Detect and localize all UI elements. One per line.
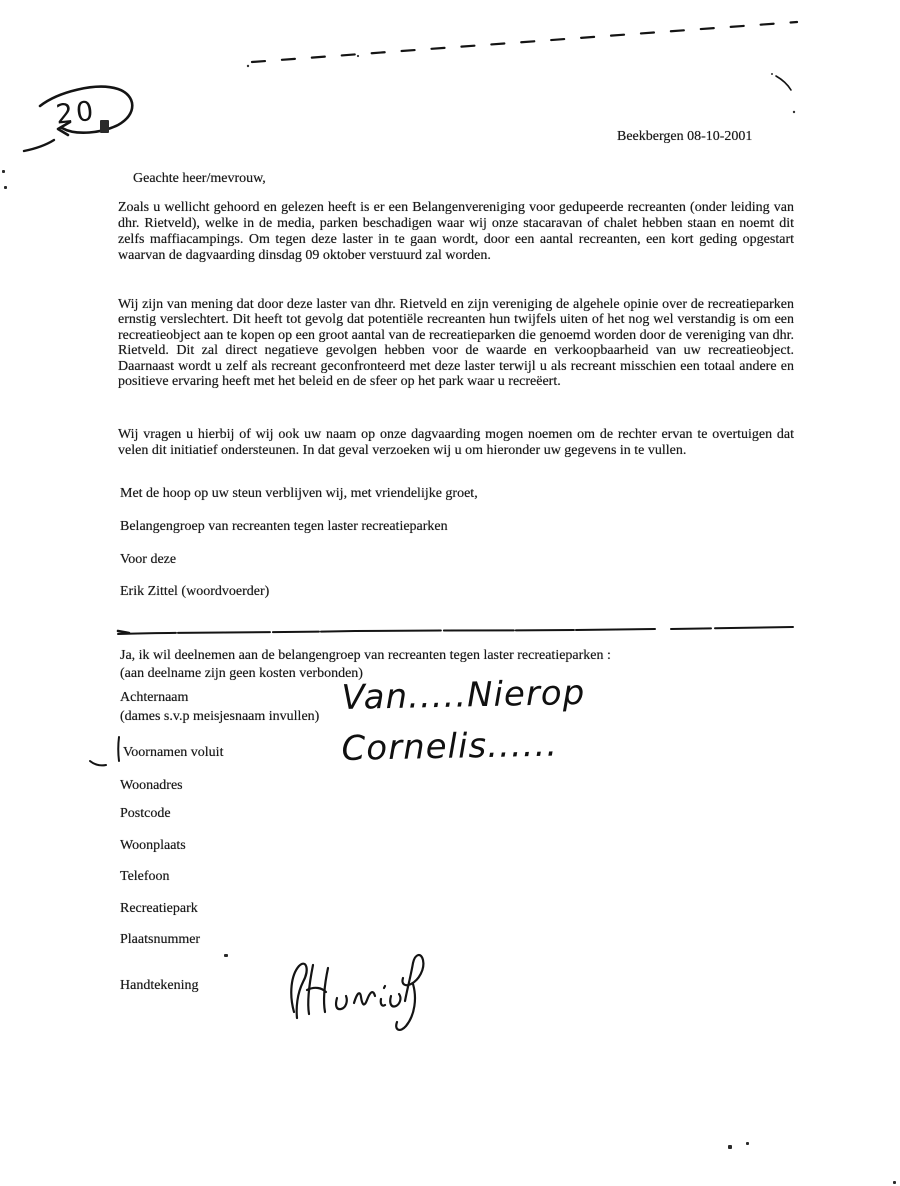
field-label-achternaam: Achternaam [120, 690, 189, 705]
stray-pen-tick [86, 735, 126, 771]
sender-group-line: Belangengroep van recreanten tegen laster recreatieparken [120, 519, 448, 534]
field-label-handtekening: Handtekening [120, 978, 199, 993]
handwritten-voornamen: Cornelis...... [341, 724, 559, 769]
signature-scrawl [278, 948, 438, 1036]
stray-mark [770, 72, 806, 116]
closing-line: Met de hoop op uw steun verblijven wij, met vriendelijke groet, [120, 486, 478, 501]
circled-number-annotation [18, 72, 148, 167]
noise-speck [893, 1181, 896, 1184]
letter-paragraph: Wij zijn van mening dat door deze laster van dhr. Rietveld en zijn vereniging de algehele opinie over de recreatieparken ernstig verslechtert. Dit heeft tot gevolg dat potentiële recreanten hun twijfels uiten of het nog wel verstandig is om een recreatieobject aan te kopen op een groot aantal van de recreatieparken die genoemd worden door de vereniging van dhr. Rietveld. Dit zal direct negatieve gevolgen hebben voor de waarde en verkoopbaarheid van uw recreatieobject. Daarnaast wordt u zelf als recreant geconfronteerd met deze laster terwijl u als recreant misschien een totaal andere en positieve ervaring heeft met het beleid en de sfeer op het park waar u recreëert. [118, 297, 794, 390]
field-label-woonadres: Woonadres [120, 778, 183, 793]
letter-paragraph: Wij vragen u hierbij of wij ook uw naam op onze dagvaarding mogen noemen om de rechter ervan te overtuigen dat velen dit initiatief ondersteunen. In dat geval verzoeken wij u om hieronder uw gegevens in te vullen. [118, 427, 794, 458]
salutation: Geachte heer/mevrouw, [133, 171, 266, 186]
noise-speck [4, 186, 7, 189]
form-intro: Ja, ik wil deelnemen aan de belangengroep van recreanten tegen laster recreatieparken : [120, 648, 611, 663]
circled-number-text: 20 [54, 95, 98, 131]
noise-speck [224, 954, 228, 957]
field-label-voornamen: Voornamen voluit [123, 745, 224, 760]
on-behalf-line: Voor deze [120, 552, 177, 567]
form-intro-note: (aan deelname zijn geen kosten verbonden) [120, 666, 363, 681]
noise-speck [746, 1142, 749, 1145]
field-label-woonplaats: Woonplaats [120, 838, 186, 853]
handwritten-achternaam: Van.....Nierop [341, 672, 586, 718]
noise-speck [728, 1145, 732, 1149]
field-sublabel-achternaam: (dames s.v.p meisjesnaam invullen) [120, 709, 320, 724]
letter-paragraph: Zoals u wellicht gehoord en gelezen heeft is er een Belangenvereniging voor gedupeerde recreanten (onder leiding van dhr. Rietveld), welke in de media, parken beschadigen waar wij onze stacaravan of chalet hebben staan en noemt dit zelfs maffiacampings. Om tegen deze laster in te gaan wordt, door een aantal recreanten, een kort geding opgestart waarvan de dagvaarding dinsdag 09 oktober verstuurd zal worden. [118, 200, 794, 263]
spokesperson-line: Erik Zittel (woordvoerder) [120, 584, 270, 599]
field-label-telefoon: Telefoon [120, 869, 170, 884]
fold-dashed-line [248, 14, 808, 70]
date-line: Beekbergen 08-10-2001 [617, 129, 753, 144]
field-label-postcode: Postcode [120, 806, 171, 821]
field-label-plaatsnummer: Plaatsnummer [120, 932, 201, 947]
noise-speck [2, 170, 5, 173]
tear-off-separator [115, 622, 805, 638]
noise-speck [100, 120, 109, 133]
field-label-recreatiepark: Recreatiepark [120, 901, 198, 916]
